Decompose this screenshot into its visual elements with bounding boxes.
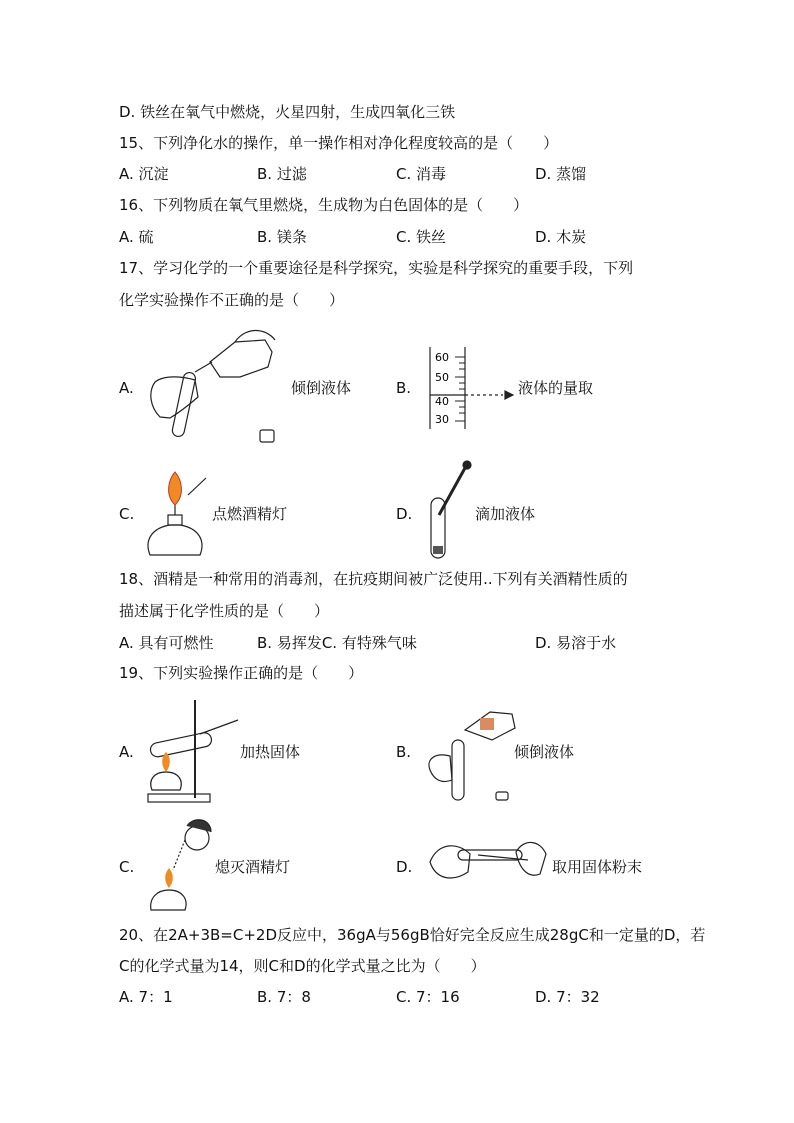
q17-c-caption: 点燃酒精灯 bbox=[212, 505, 288, 523]
q15-option-c: C. 消毒 bbox=[396, 165, 447, 183]
q17-stem-line1: 17、学习化学的一个重要途径是科学探究，实验是科学探究的重要手段，下列 bbox=[119, 259, 634, 277]
dropper bbox=[439, 468, 465, 515]
eye-icon bbox=[505, 391, 513, 399]
q17-d-letter: D. bbox=[396, 505, 413, 523]
q18-option-bc: B. 易挥发C. 有特殊气味 bbox=[257, 634, 417, 652]
dropper-bulb bbox=[463, 461, 471, 469]
bottle-stopper bbox=[496, 792, 508, 800]
q17-stem-line2: 化学实验操作不正确的是（ ） bbox=[119, 291, 345, 309]
q15-option-a: A. 沉淀 bbox=[119, 165, 169, 183]
q16-option-a: A. 硫 bbox=[119, 228, 154, 246]
delivery-tube bbox=[200, 720, 238, 734]
q20-option-d: D. 7：32 bbox=[535, 988, 600, 1006]
q16-option-d: D. 木炭 bbox=[535, 228, 587, 246]
q18-stem-line2: 描述属于化学性质的是（ ） bbox=[119, 602, 330, 620]
tick-40: 40 bbox=[435, 395, 449, 408]
test-tube bbox=[149, 731, 213, 758]
q20-option-c: C. 7：16 bbox=[396, 988, 460, 1006]
q19-b-letter: B. bbox=[396, 743, 412, 761]
pouring-liquid-illustration bbox=[140, 322, 285, 447]
test-tube bbox=[171, 371, 196, 437]
q20-option-b: B. 7：8 bbox=[257, 988, 311, 1006]
q16-option-c: C. 铁丝 bbox=[396, 228, 447, 246]
q19-a-letter: A. bbox=[119, 743, 134, 761]
q20-stem-line2: C的化学式量为14，则C和D的化学式量之比为（ ） bbox=[119, 957, 486, 975]
q20-option-a: A. 7：1 bbox=[119, 988, 173, 1006]
paper-trough bbox=[478, 855, 528, 860]
bottle-stopper bbox=[260, 430, 274, 442]
q16-option-b: B. 镁条 bbox=[257, 228, 307, 246]
bottle-mouth bbox=[195, 362, 212, 372]
match bbox=[188, 478, 206, 495]
tick-60: 60 bbox=[435, 351, 449, 364]
pouring-liquid-correct-illustration bbox=[420, 700, 520, 802]
q17-d-caption: 滴加液体 bbox=[475, 505, 536, 523]
q19-b-caption: 倾倒液体 bbox=[514, 743, 575, 761]
flame-icon bbox=[169, 472, 182, 505]
flame-icon bbox=[165, 868, 173, 888]
taking-powder-illustration bbox=[428, 832, 548, 892]
q15-option-d: D. 蒸馏 bbox=[535, 165, 587, 183]
lamp-body bbox=[148, 525, 202, 555]
q19-a-caption: 加热固体 bbox=[240, 743, 301, 761]
dropping-liquid-illustration bbox=[425, 460, 473, 562]
q15-stem: 15、下列净化水的操作，单一操作相对净化程度较高的是（ ） bbox=[119, 134, 559, 152]
q18-stem-line1: 18、酒精是一种常用的消毒剂，在抗疫期间被广泛使用..下列有关酒精性质的 bbox=[119, 570, 628, 588]
q19-c-letter: C. bbox=[119, 858, 135, 876]
q19-d-letter: D. bbox=[396, 858, 413, 876]
blowing-out-lamp-illustration bbox=[145, 818, 215, 914]
q17-c-letter: C. bbox=[119, 505, 135, 523]
q15-option-b: B. 过滤 bbox=[257, 165, 307, 183]
q16-stem: 16、下列物质在氧气里燃烧，生成物为白色固体的是（ ） bbox=[119, 196, 529, 214]
test-tube bbox=[452, 740, 464, 800]
alcohol-lamp bbox=[151, 890, 186, 910]
heating-solid-illustration bbox=[140, 698, 240, 806]
q18-option-d: D. 易溶于水 bbox=[535, 634, 617, 652]
lighting-alcohol-lamp-illustration bbox=[140, 470, 210, 562]
q19-stem: 19、下列实验操作正确的是（ ） bbox=[119, 664, 364, 682]
iron-stand-base bbox=[148, 794, 210, 802]
left-hand bbox=[429, 755, 452, 782]
tick-50: 50 bbox=[435, 371, 449, 384]
graduated-cylinder-illustration bbox=[425, 347, 515, 429]
alcohol-lamp bbox=[151, 772, 181, 790]
q17-b-caption: 液体的量取 bbox=[518, 379, 594, 397]
tick-30: 30 bbox=[435, 413, 449, 426]
q19-c-caption: 熄灭酒精灯 bbox=[215, 858, 291, 876]
q14-option-d: D. 铁丝在氧气中燃烧，火星四射，生成四氧化三铁 bbox=[119, 103, 456, 121]
reagent-bottle bbox=[210, 340, 272, 377]
q17-a-letter: A. bbox=[119, 379, 134, 397]
q19-d-caption: 取用固体粉末 bbox=[552, 858, 643, 876]
q17-b-letter: B. bbox=[396, 379, 412, 397]
q20-stem-line1: 20、在2A+3B=C+2D反应中，36gA与56gB恰好完全反应生成28gC和一定量的D，若 bbox=[119, 926, 706, 944]
q18-option-a: A. 具有可燃性 bbox=[119, 634, 214, 652]
left-hand bbox=[430, 846, 470, 878]
q17-a-caption: 倾倒液体 bbox=[291, 379, 352, 397]
